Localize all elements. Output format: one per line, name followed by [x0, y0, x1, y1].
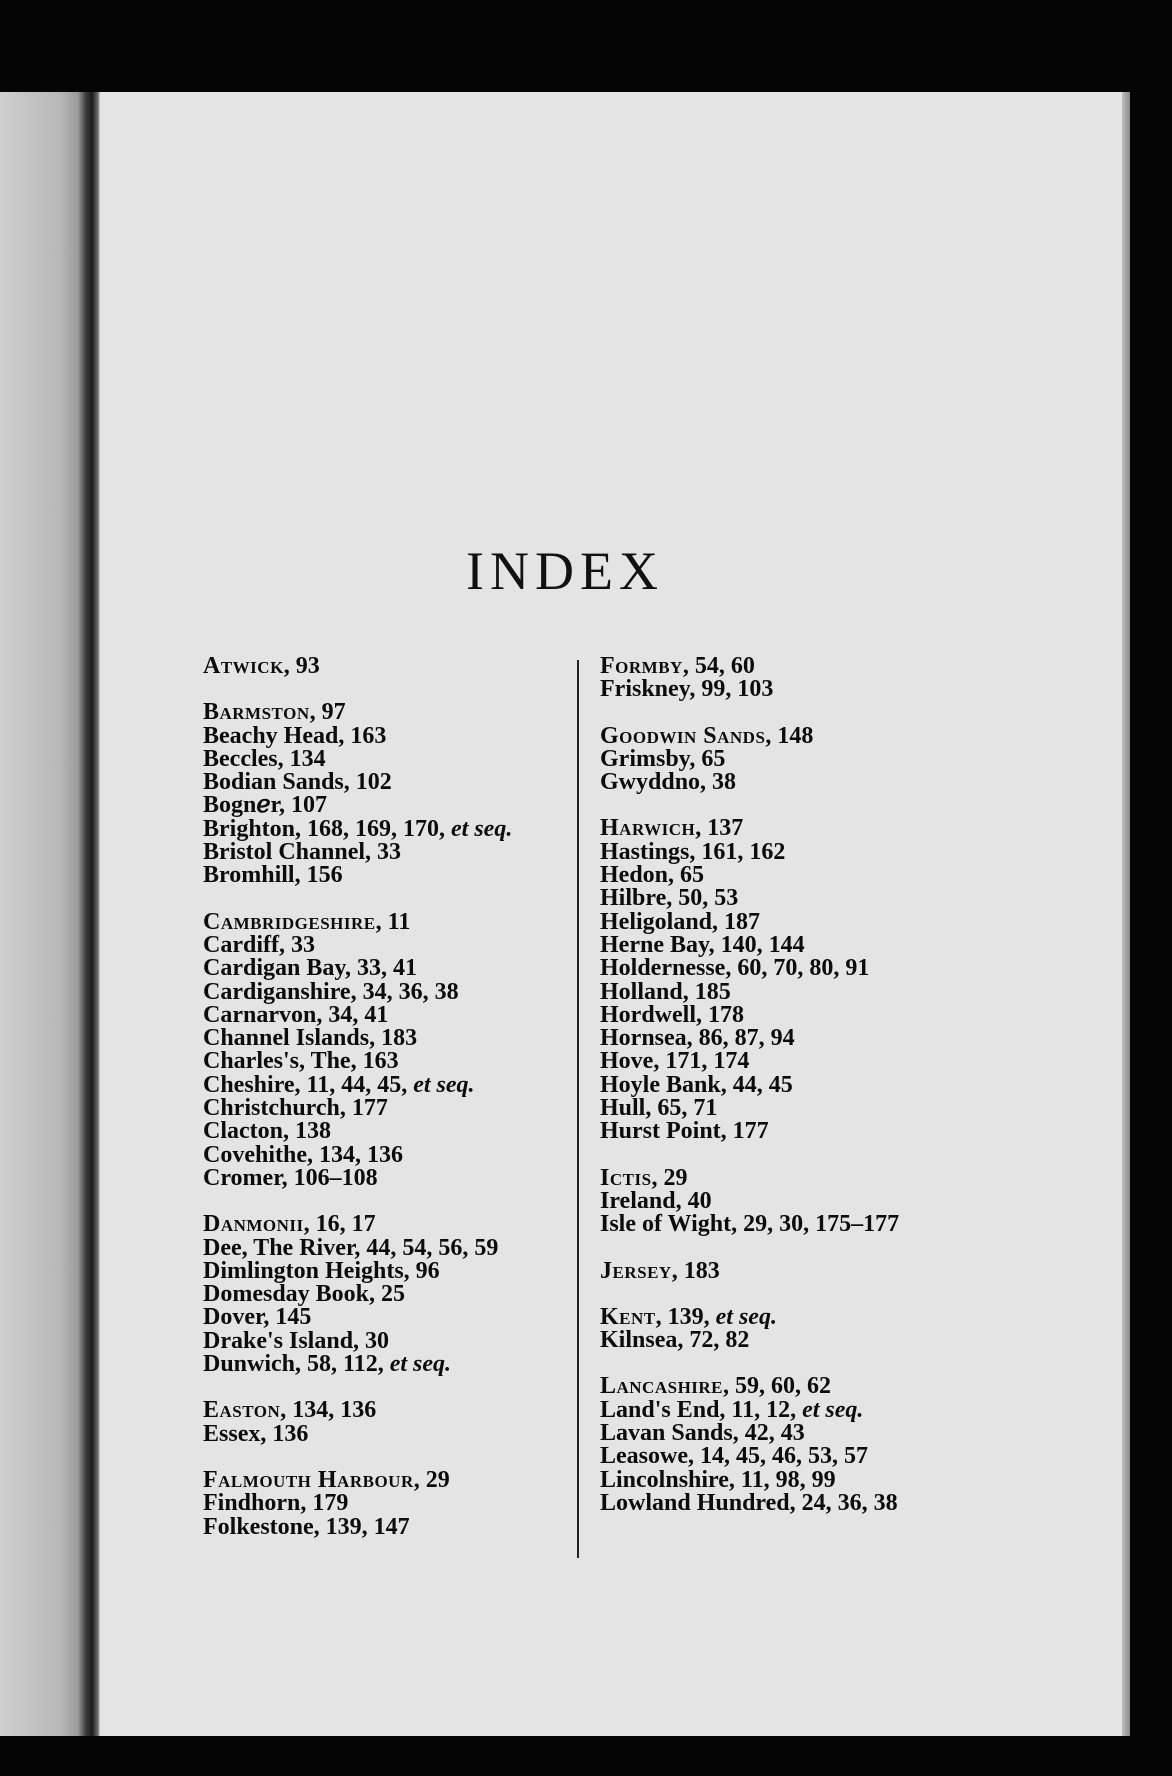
index-entry: Easton, 134, 136 [203, 1397, 377, 1424]
group-spacer [203, 888, 573, 911]
index-column-left [203, 655, 573, 1539]
index-entry: Hastings, 161, 162 [600, 838, 786, 865]
index-entry: Christchurch, 177 [203, 1095, 388, 1122]
index-entry: Lancashire, 59, 60, 62 [600, 1373, 832, 1400]
index-entry: Gwyddno, 38 [600, 769, 737, 796]
index-entry: Kilnsea, 72, 82 [600, 1327, 750, 1354]
index-entry: Atwick, 93 [203, 653, 320, 679]
index-entry: Domesday Book, 25 [203, 1281, 406, 1308]
index-entry: Herne Bay, 140, 144 [600, 931, 805, 958]
index-entry: Dover, 145 [203, 1304, 312, 1331]
index-entry: Channel Islands, 183 [203, 1025, 418, 1052]
index-entry: Holdernesse, 60, 70, 80, 91 [600, 955, 870, 982]
index-entry: Charles's, The, 163 [203, 1048, 399, 1075]
index-entry: Falmouth Harbour, 29 [203, 1466, 450, 1493]
page-title: INDEX [466, 541, 664, 601]
index-entry: Hull, 65, 71 [600, 1095, 718, 1122]
index-entry: Ictis, 29 [600, 1164, 688, 1191]
group-spacer [600, 1283, 1020, 1306]
index-entry: Barmston, 97 [203, 699, 346, 726]
index-entry: Hordwell, 178 [600, 1001, 744, 1028]
index-entry: Cromer, 106–108 [203, 1164, 378, 1191]
index-entry: Bristol Channel, 33 [203, 839, 402, 866]
group-spacer [600, 1352, 1020, 1375]
index-entry: Hoyle Bank, 44, 45 [600, 1071, 793, 1098]
index-entry: Folkestone, 139, 147 [203, 1513, 410, 1540]
index-entry: Beccles, 134 [203, 745, 326, 772]
index-entry: Harwich, 137 [600, 815, 744, 842]
index-entry: Essex, 136 [203, 1420, 309, 1447]
group-spacer [203, 1190, 573, 1213]
index-entry: Danmonii, 16, 17 [203, 1211, 376, 1238]
index-entry: Covehithe, 134, 136 [203, 1141, 403, 1168]
index-entry: Lowland Hundred, 24, 36, 38 [600, 1489, 898, 1516]
index-entry: Bodian Sands, 102 [203, 769, 392, 796]
index-entry: Heligoland, 187 [600, 908, 761, 935]
index-entry: Brighton, 168, 169, 170, et seq. [203, 815, 513, 842]
index-entry: Hove, 171, 174 [600, 1048, 750, 1075]
page-gutter-shadow [0, 92, 100, 1736]
index-entry: Hedon, 65 [600, 862, 705, 889]
group-spacer [203, 1446, 573, 1469]
group-spacer [203, 678, 573, 701]
index-entry: Hilbre, 50, 53 [600, 885, 739, 912]
index-entry: Friskney, 99, 103 [600, 676, 774, 703]
index-entry: Dimlington Heights, 96 [203, 1257, 440, 1284]
index-entry: Beachy Head, 163 [203, 722, 387, 749]
index-entry: Findhorn, 179 [203, 1490, 349, 1517]
book-page [0, 92, 1130, 1736]
index-entry: Drake's Island, 30 [203, 1327, 390, 1354]
index-entry: Dee, The River, 44, 54, 56, 59 [203, 1234, 499, 1261]
index-entry: Dunwich, 58, 112, et seq. [203, 1351, 452, 1378]
index-entry: Hurst Point, 177 [600, 1118, 769, 1145]
index-entry: Carnarvon, 34, 41 [203, 1001, 389, 1028]
group-spacer [600, 794, 1020, 817]
index-entry: Isle of Wight, 29, 30, 175–177 [600, 1211, 900, 1238]
index-entry: Ireland, 40 [600, 1187, 712, 1214]
index-entry: Grimsby, 65 [600, 745, 726, 772]
group-spacer [600, 702, 1020, 725]
index-entry: Lavan Sands, 42, 43 [600, 1420, 805, 1447]
index-entry: Clacton, 138 [203, 1118, 331, 1145]
page-right-edge [1122, 92, 1130, 1736]
index-entry: Cambridgeshire, 11 [203, 908, 411, 935]
index-entry: Land's End, 11, 12, et seq. [600, 1396, 864, 1423]
column-divider [577, 660, 579, 1558]
index-entry: Goodwin Sands, 148 [600, 722, 814, 749]
index-entry: Bognℯr, 107 [203, 792, 328, 819]
index-column-right [600, 655, 1020, 1515]
group-spacer [600, 1144, 1020, 1167]
index-entry: Cardigan Bay, 33, 41 [203, 955, 418, 982]
group-spacer [203, 1376, 573, 1399]
index-entry: Lincolnshire, 11, 98, 99 [600, 1466, 836, 1493]
index-entry: Cardiff, 33 [203, 931, 315, 958]
index-entry: Kent, 139, et seq. [600, 1303, 777, 1330]
index-entry: Leasowe, 14, 45, 46, 53, 57 [600, 1443, 868, 1470]
index-entry: Hornsea, 86, 87, 94 [600, 1025, 795, 1052]
group-spacer [600, 1237, 1020, 1260]
index-entry: Cheshire, 11, 44, 45, et seq. [203, 1071, 475, 1098]
index-entry: Holland, 185 [600, 978, 731, 1005]
index-entry: Jersey, 183 [600, 1257, 720, 1284]
index-entry: Bromhill, 156 [203, 862, 343, 889]
index-entry: Formby, 54, 60 [600, 653, 755, 679]
index-entry: Cardiganshire, 34, 36, 38 [203, 978, 459, 1005]
